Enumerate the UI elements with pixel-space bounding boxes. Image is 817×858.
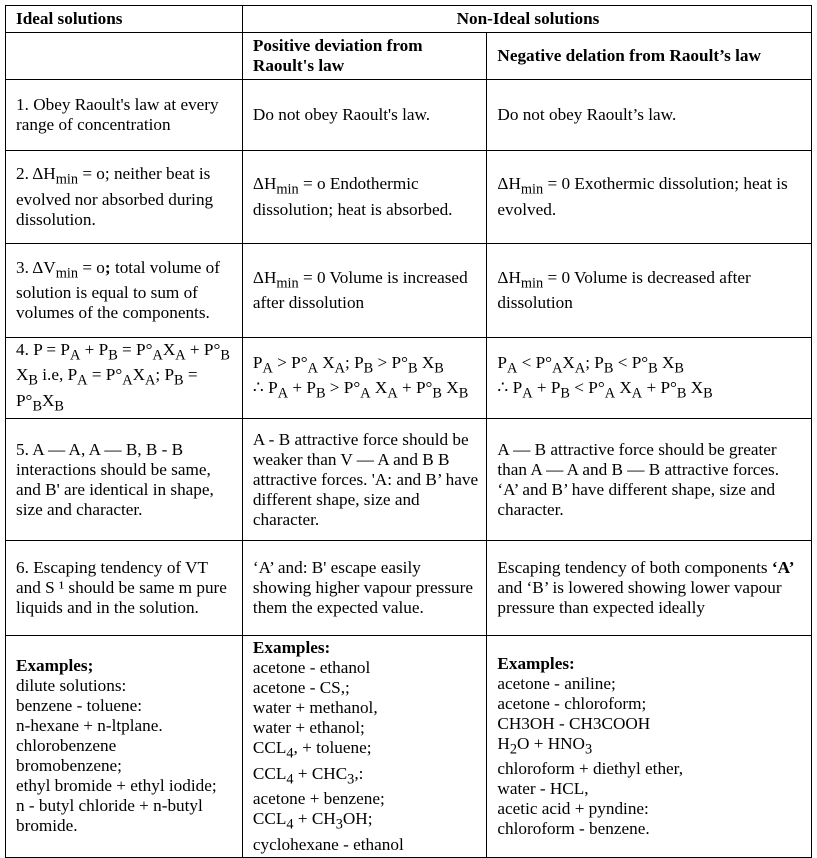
- row4-negative-line1: $P_A < P^\circ_AX_A$; $P_B < P^\circ_B$ $X_B$: [497, 352, 684, 377]
- list-item: acetone - ethanol: [252, 658, 371, 678]
- row6-negative: Escaping tendency of both components ‘A’ and ‘B’ is lowered showing lower vapour pressure than expected ideally: [487, 541, 812, 636]
- row-3: [6, 244, 812, 338]
- list-item: chloroform - benzene.: [497, 819, 650, 839]
- list-item: chloroform + diethyl ether,: [497, 759, 684, 779]
- row-4: [6, 338, 812, 419]
- list-item: CH3OH - CH3COOH: [497, 713, 651, 733]
- row3-negative: $\Delta H_{min} = 0$ Volume is decreased after dissolution: [487, 244, 812, 338]
- row2-negative: $\Delta H_{min} = 0$ Exothermic dissolution; heat is evolved.: [487, 151, 812, 244]
- row4-positive: [242, 338, 486, 419]
- row3-ideal: 3. $\Delta V_{min} = o$; total volume of solution is equal to sum of volumes of the components.: [6, 244, 243, 338]
- row-1: [6, 80, 812, 151]
- list-item: $CCL_4 + CH_3OH$;: [252, 809, 373, 833]
- row-5: [6, 419, 812, 541]
- list-item: acetone - chloroform;: [497, 693, 647, 713]
- row4-positive-line2: ∴ $P_A + P_B > P^\circ_A$ $X_A + P^\circ_B$ $X_B$: [252, 378, 469, 402]
- row-2: [6, 151, 812, 244]
- row-6: [6, 541, 812, 636]
- row5-negative: A — B attractive force should be greater than A — A and B — B attractive forces. ‘A’ and B’ have different shape, size and character.: [487, 419, 812, 541]
- row2-positive: $\Delta H_{min} = o$ Endothermic dissolution; heat is absorbed.: [242, 151, 486, 244]
- list-item: water + methanol,: [252, 698, 378, 718]
- list-item: acetone - CS,;: [252, 678, 350, 698]
- row4-negative: [487, 338, 812, 419]
- list-item: chlorobenzene: [16, 736, 117, 756]
- row1-positive: Do not obey Raoult's law.: [242, 80, 486, 151]
- list-item: dilute solutions:: [16, 676, 127, 696]
- row7-ideal: [6, 636, 243, 857]
- list-item: water - HCL,: [497, 779, 589, 799]
- row5-positive: A - B attractive force should be weaker than V — A and B B attractive forces. 'A: and B’ have different shape, size and character.: [242, 419, 486, 541]
- row7-negative-title: Examples:: [497, 653, 575, 673]
- list-item: $H_2O + HNO_3$: [497, 733, 593, 758]
- list-item: n-hexane + n-ltplane.: [16, 716, 163, 736]
- subheader-empty: [6, 33, 243, 80]
- row7-positive-title: Examples:: [252, 638, 331, 658]
- row3-positive: $\Delta H_{min} = 0$ Volume is increased after dissolution: [242, 244, 486, 338]
- row7-ideal-title: Examples;: [16, 656, 94, 676]
- row5-ideal: 5. A — A, A — B, B - B interactions should be same, and B' are identical in shape, size and character.: [6, 419, 243, 541]
- list-item: acetone + benzene;: [252, 789, 385, 809]
- row4-positive-line1: $P_A > P^\circ_A$ $X_A$; $P_B > P^\circ_B$ $X_B$: [252, 352, 444, 377]
- list-item: bromobenzene;: [16, 756, 122, 776]
- header-negative: Negative delation from Raoult’s law: [487, 33, 812, 80]
- list-item: n - butyl chloride + n-butyl bromide.: [16, 796, 203, 836]
- row1-negative: Do not obey Raoult’s law.: [487, 80, 812, 151]
- header-row: [6, 6, 812, 33]
- list-item: $CCL_4$, + toluene;: [252, 738, 372, 762]
- row1-ideal: 1. Obey Raoult's law at every range of concentration: [6, 80, 243, 151]
- row4-negative-line2: ∴ $P_A + P_B < P^\circ_A$ $X_A + P^\circ_B$ $X_B$: [497, 378, 713, 402]
- row7-positive: [242, 636, 486, 857]
- comparison-table: [5, 5, 812, 858]
- row2-ideal: 2. $\Delta H_{min} = o$; neither beat is evolved nor absorbed during dissolution.: [6, 151, 243, 244]
- row6-positive: ‘A’ and: B' escape easily showing higher vapour pressure them the expected value.: [242, 541, 486, 636]
- header-ideal: Ideal solutions: [6, 6, 243, 33]
- list-item: acetic acid + pyndine:: [497, 799, 649, 819]
- header-positive: Positive deviation from Raoult's law: [242, 33, 486, 80]
- list-item: ethyl bromide + ethyl iodide;: [16, 776, 217, 796]
- list-item: cyclohexane - ethanol: [252, 834, 404, 854]
- list-item: benzene - toluene:: [16, 696, 142, 716]
- row4-ideal: 4. $P = P_A + P_B = P^\circ_AX_A + P^\circ_B$ $X_B$ i.e, $P_A = P^\circ_AX_A$; $P_B = P^\circ_BX_B$: [6, 338, 243, 419]
- row-7: [6, 636, 812, 857]
- row6-ideal: 6. Escaping tendency of VT and S ¹ should be same m pure liquids and in the solution.: [6, 541, 243, 636]
- list-item: $CCL_4 + CHC_3$,:: [252, 763, 364, 788]
- list-item: water + ethanol;: [252, 718, 365, 738]
- row7-negative: [487, 636, 812, 857]
- header-nonideal: Non-Ideal solutions: [242, 6, 811, 33]
- subheader-row: [6, 33, 812, 80]
- list-item: acetone - aniline;: [497, 673, 616, 693]
